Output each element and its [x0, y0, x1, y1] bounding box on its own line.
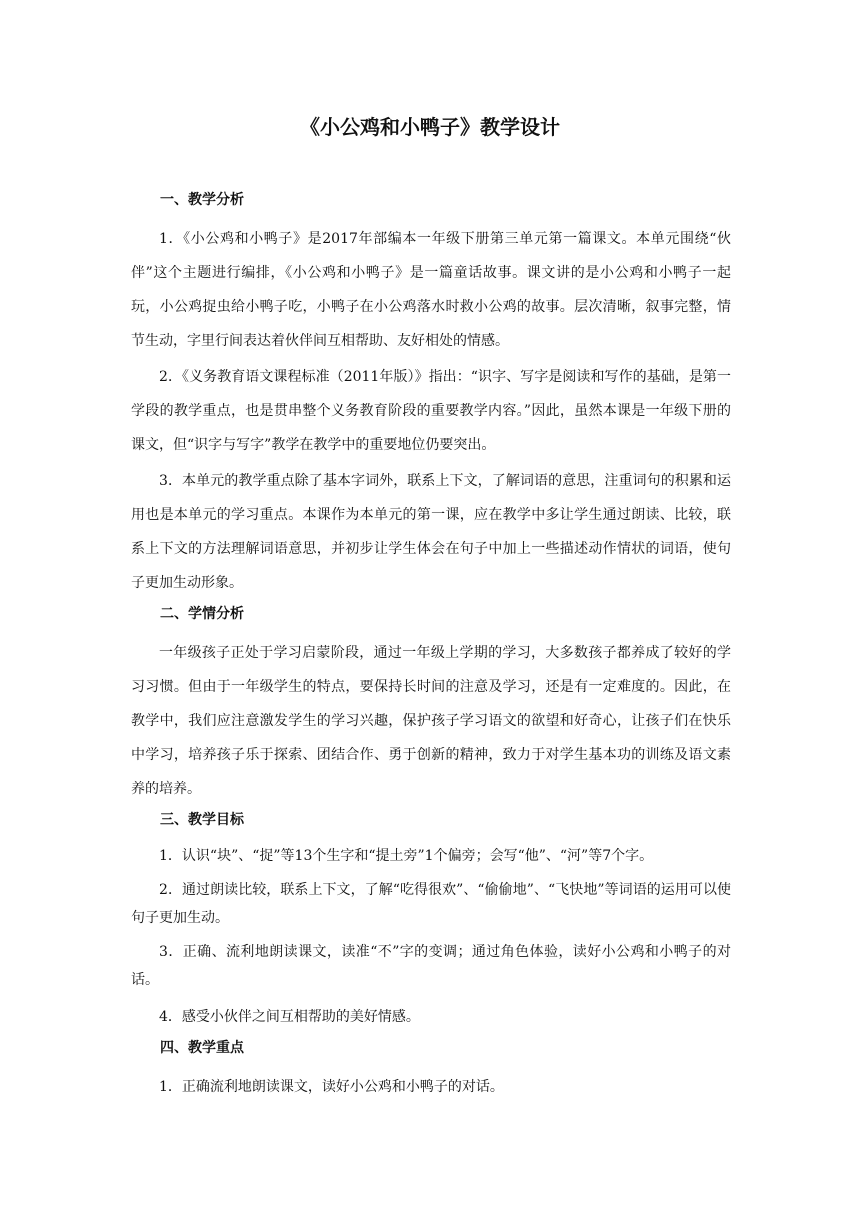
paragraph: 3．正确、流利地朗读课文，读准“不”字的变调；通过角色体验，读好小公鸡和小鸭子的对话。 [131, 944, 731, 988]
document-body [131, 188, 731, 1106]
document-title: 《小公鸡和小鸭子》教学设计 [300, 115, 560, 139]
paragraph: 一年级孩子正处于学习启蒙阶段，通过一年级上学期的学习，大多数孩子都养成了较好的学习习惯。但由于一年级学生的特点，要保持长时间的注意及学习，还是有一定难度的。因此，在教学中，我们应注意激发学生的学习兴趣，保护孩子学习语文的欲望和好奇心，让孩子们在快乐中学习，培养孩子乐于探索、团结合作、勇于创新的精神，致力于对学生基本功的训练及语文素养的培养。 [131, 645, 731, 797]
paragraph: 1．正确流利地朗读课文，读好小公鸡和小鸭子的对话。 [159, 1079, 504, 1095]
paragraph: 1．《小公鸡和小鸭子》是2017年部编本一年级下册第三单元第一篇课文。本单元围绕“伙伴”这个主题进行编排，《小公鸡和小鸭子》是一篇童话故事。课文讲的是小公鸡和小鸭子一起玩，小公鸡捉虫给小鸭子吃，小鸭子在小公鸡落水时救小公鸡的故事。层次清晰，叙事完整，情节生动，字里行间表达着伙伴间互相帮助、友好相处的情感。 [131, 231, 731, 349]
paragraph: 2．通过朗读比较，联系上下文，了解“吃得很欢”、“偷偷地”、“飞快地”等词语的运用可以使句子更加生动。 [131, 882, 731, 926]
paragraph: 1．认识“块”、“捉”等13个生字和“提土旁”1个偏旁；会写“他”、“河”等7个字。 [159, 848, 654, 864]
section-heading-learning-analysis: 二、学情分析 [160, 606, 244, 622]
section-heading-teaching-focus: 四、教学重点 [160, 1040, 244, 1056]
paragraph: 4．感受小伙伴之间互相帮助的美好情感。 [159, 1009, 420, 1025]
paragraph: 2．《义务教育语文课程标准（2011年版）》指出：“识字、写字是阅读和写作的基础，是第一学段的教学重点，也是贯串整个义务教育阶段的重要教学内容。”因此，虽然本课是一年级下册的课文，但“识字与写字”教学在教学中的重要地位仍要突出。 [131, 369, 731, 453]
section-heading-teaching-goals: 三、教学目标 [160, 812, 244, 828]
section-heading-teaching-analysis: 一、教学分析 [160, 192, 244, 208]
paragraph: 3．本单元的教学重点除了基本字词外，联系上下文，了解词语的意思，注重词句的积累和运用也是本单元的学习重点。本课作为本单元的第一课，应在教学中多让学生通过朗读、比较，联系上下文的方法理解词语意思，并初步让学生体会在句子中加上一些描述动作情状的词语，使句子更加生动形象。 [131, 473, 731, 591]
